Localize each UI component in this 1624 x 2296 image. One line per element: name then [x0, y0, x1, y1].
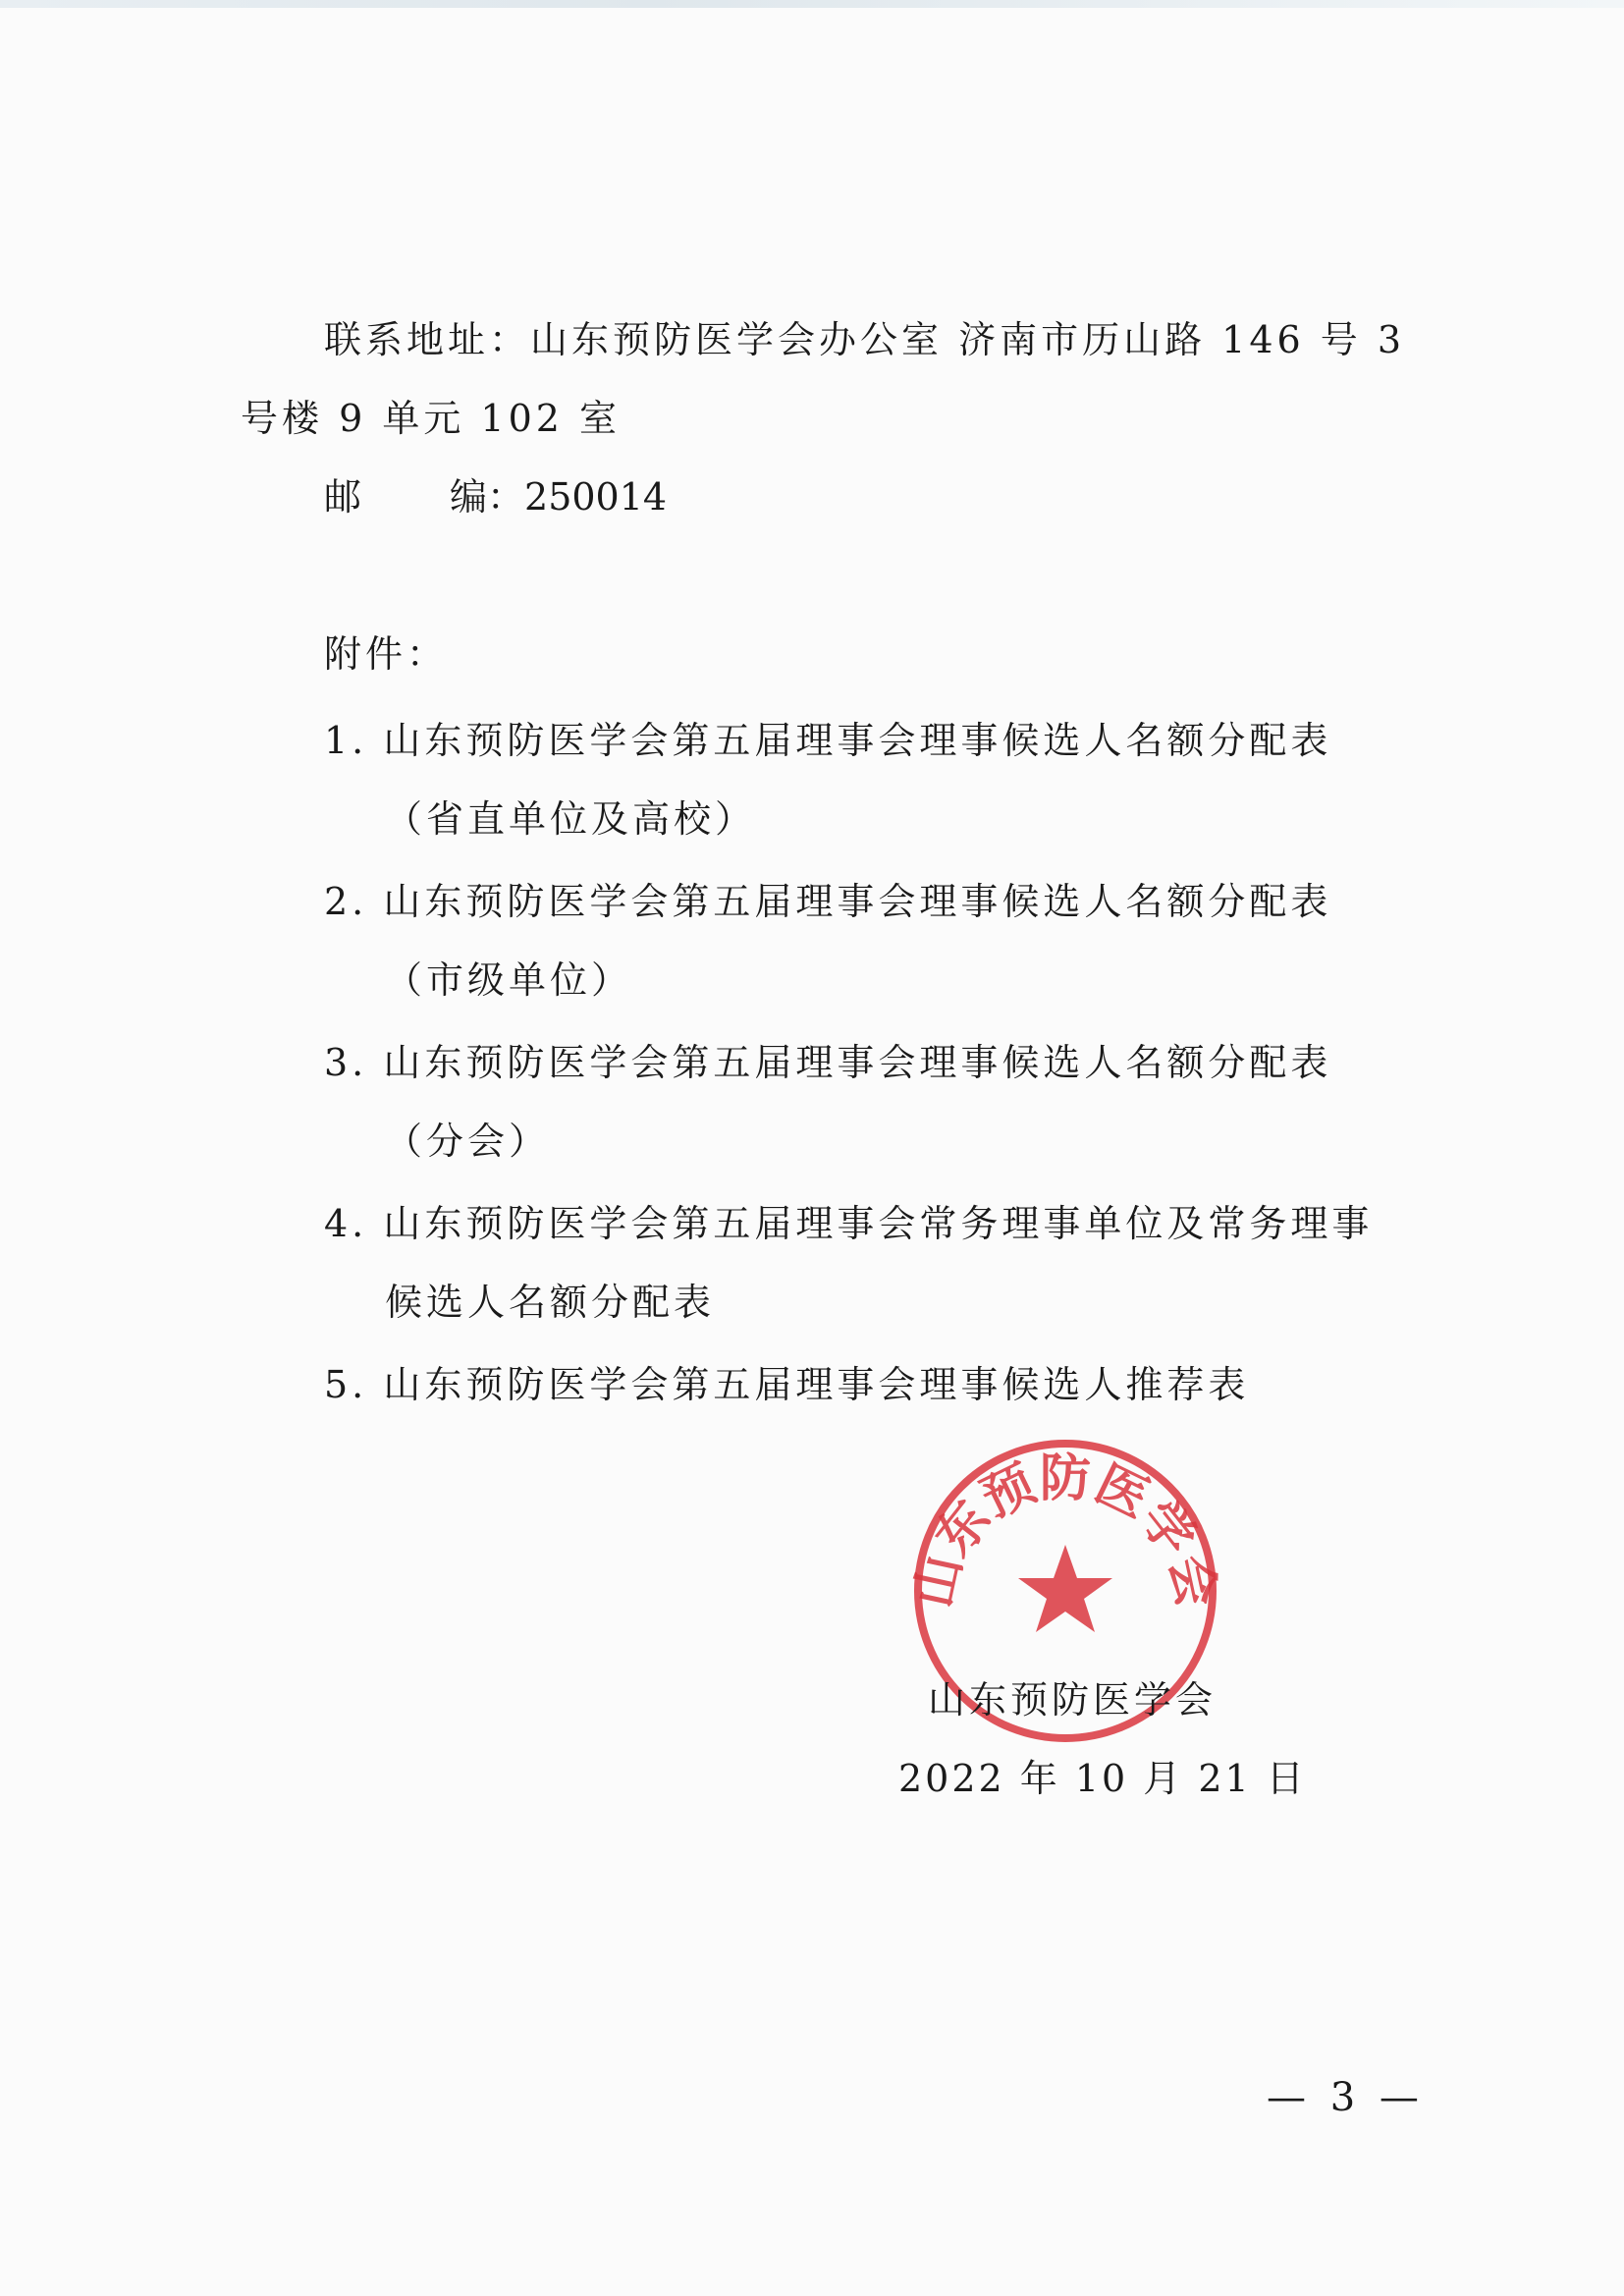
- scan-edge: [0, 0, 1624, 8]
- signature-organization: 山东预防医学会: [928, 1678, 1218, 1722]
- attachments-title: 附件：: [324, 632, 449, 676]
- attachment-item-1-cont: （省直单位及高校）: [385, 797, 757, 841]
- attachment-item-4-cont: 候选人名额分配表: [385, 1281, 716, 1324]
- attachment-item-3-cont: （分会）: [385, 1120, 551, 1163]
- signature-date: 2022 年 10 月 21 日: [898, 1757, 1307, 1800]
- page-number: — 3 —: [1267, 2075, 1425, 2120]
- attachment-item-5: 5. 山东预防医学会第五届理事会理事候选人推荐表: [324, 1363, 1250, 1406]
- attachment-item-1: 1. 山东预防医学会第五届理事会理事候选人名额分配表: [324, 719, 1332, 762]
- attachment-item-2: 2. 山东预防医学会第五届理事会理事候选人名额分配表: [324, 880, 1332, 923]
- postal-code-row: [324, 471, 667, 522]
- contact-address-line1: 联系地址：山东预防医学会办公室 济南市历山路 146 号 3: [324, 318, 1406, 361]
- contact-address-line2: 号楼 9 单元 102 室: [241, 397, 622, 440]
- postal-label-part2: 编：: [450, 475, 525, 519]
- svg-text:山东预防医学会: 山东预防医学会: [903, 1449, 1227, 1613]
- attachment-item-2-cont: （市级单位）: [385, 958, 633, 1002]
- attachment-item-3: 3. 山东预防医学会第五届理事会理事候选人名额分配表: [324, 1041, 1332, 1084]
- attachment-item-4: 4. 山东预防医学会第五届理事会常务理事单位及常务理事: [324, 1202, 1374, 1245]
- postal-code: 250014: [524, 475, 668, 519]
- postal-label-part1: 邮: [324, 475, 362, 519]
